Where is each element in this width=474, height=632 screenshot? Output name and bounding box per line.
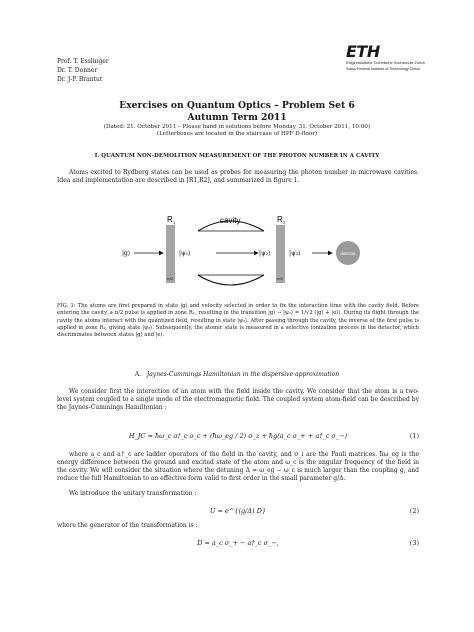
equation-unitary: U = e^{(g/Δ) D} bbox=[209, 507, 266, 515]
r1-zone-plate bbox=[166, 225, 175, 283]
r2-label: R bbox=[277, 215, 283, 224]
author-name: Dr. J-P. Brantut bbox=[57, 76, 103, 83]
institution-name-de: Eidgenössische Technische Hochschule Zürich bbox=[346, 61, 426, 65]
problem-set-title: Exercises on Quantum Optics – Problem Set 6 bbox=[119, 100, 355, 111]
body-paragraph: where the generator of the transformation is : bbox=[57, 522, 198, 529]
equation-jc-hamiltonian: H_JC = ħω_c a†_c a_c + (ħω_eg / 2) σ_z + ħg(a_c σ_+ + a†_c σ_−) bbox=[128, 432, 348, 440]
subsection-heading bbox=[0, 371, 474, 378]
eth-logo-text: ETH bbox=[346, 42, 380, 61]
r1-subscript: 1 bbox=[173, 220, 176, 225]
author-list bbox=[57, 57, 109, 84]
r2-zone-plate bbox=[276, 225, 285, 283]
cavity-bottom-mirror bbox=[198, 275, 264, 285]
r1-label: R bbox=[167, 215, 173, 224]
r1-pulse-label: π/2 bbox=[167, 276, 174, 281]
detector-label: detector bbox=[340, 251, 356, 256]
author-name: Dr. T. Donner bbox=[57, 67, 98, 74]
equation-number: (3) bbox=[409, 539, 419, 547]
body-paragraph: We introduce the unitary transformation : bbox=[69, 490, 197, 497]
institution-logo bbox=[346, 44, 446, 72]
equation-number: (2) bbox=[409, 507, 419, 515]
equation-number: (1) bbox=[409, 432, 419, 440]
state-psi2: |ψ₂⟩ bbox=[259, 250, 271, 257]
state-psi1: |ψ₁⟩ bbox=[179, 250, 191, 257]
title-block bbox=[0, 100, 474, 138]
institution-name-en: Swiss Federal Institute of Technology Zurich bbox=[346, 67, 421, 71]
equation-generator: D = a_c σ_+ − a†_c σ_−, bbox=[197, 539, 279, 547]
body-paragraph: We consider first the interaction of an atom with the field inside the cavity. We consider that the atom is a two-level system coupled to a single mode of the electromagnetic field. The coupled system atom-field can be described by the Jaynes-Cummings Hamiltonian : bbox=[57, 388, 419, 411]
state-g: |g⟩ bbox=[122, 250, 131, 257]
term-title: Autumn Term 2011 bbox=[187, 112, 287, 123]
dated-line: (Dated: 21. October 2011 – Please hand in solutions before Monday, 31. October 2011, 10:00) bbox=[103, 124, 371, 130]
cavity-label: cavity bbox=[220, 216, 241, 225]
subsection-title: Jaynes-Cummings Hamiltonian in the dispersive approximation bbox=[146, 371, 340, 378]
body-paragraph: where a_c and a†_c are ladder operators of the field in the cavity, and σ_i are the Pauli matrices. ħω_eg is the energy difference between the ground and excited state of the atom and ω_c is the angular frequency of the field in the cavity. We will consider the situation where the detuning Δ = ω_eg − ω_c is much larger than the coupling g, and reduce the full Hamiltonian to an effective form valid to first order in the small parameter g/Δ. bbox=[57, 451, 419, 482]
experiment-figure bbox=[120, 205, 380, 301]
state-psi3: |ψ₃⟩ bbox=[289, 250, 301, 257]
intro-paragraph: Atoms excited to Rydberg states can be used as probes for measuring the photon number in microwave cavities. Idea and implementation are described in [R1,R2], and summarized in figure 1. bbox=[57, 169, 419, 184]
letterbox-note: (Letterboxes are located in the staircase of HPF D-floor) bbox=[156, 131, 318, 137]
figure-caption: FIG. 1: The atoms are first prepared in state |g⟩ and velocity selected in order to fix the interaction time with the cavity field. Before entering the cavity, a π/2 pulse is applied in zone R₁, resulting in the transition |g⟩ → |ψ₁⟩ = 1/√2 (|g⟩ + |e⟩). During its flight through the cavity the atoms interact with the quantized field, resulting in state |ψ₂⟩. After passing through the cavity, the inverse of the first pulse is applied in zone R₂, giving state |ψ₃⟩. Subsequently, the atomic state is measured in a selective ionization process in the detector, which discriminates between states |g⟩ and |e⟩. bbox=[57, 303, 419, 339]
subsection-label: A. bbox=[134, 371, 142, 378]
r2-pulse-label: π/2 bbox=[277, 276, 284, 281]
r2-subscript: 2 bbox=[283, 220, 286, 225]
section-heading: I. QUANTUM NON-DEMOLITION MEASUREMENT OF THE PHOTON NUMBER IN A CAVITY bbox=[94, 153, 380, 159]
author-name: Prof. T. Esslinger bbox=[57, 58, 109, 65]
